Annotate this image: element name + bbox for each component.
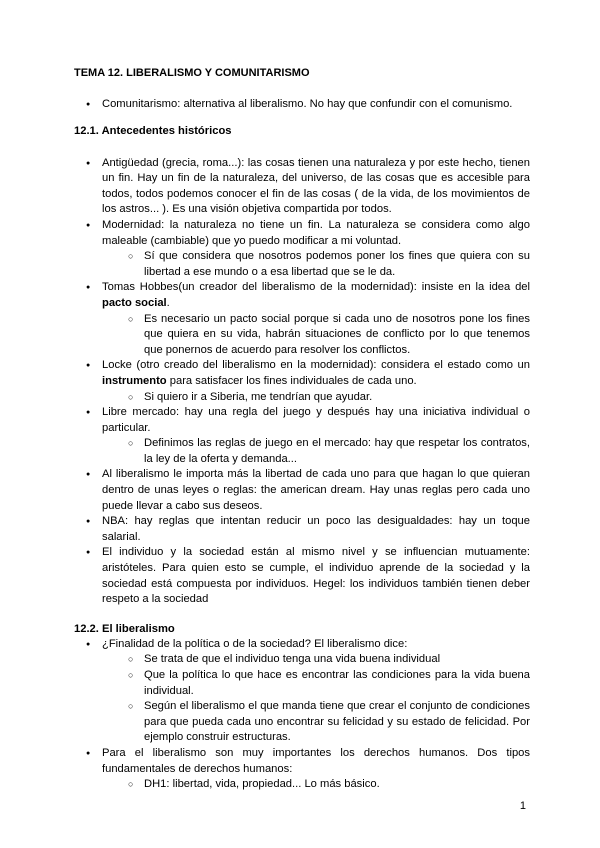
section-heading-antecedentes: 12.1. Antecedentes históricos [74, 124, 232, 137]
section-heading-liberalismo: 12.2. El liberalismo [74, 622, 175, 635]
sublist-item-vida-buena: ○ Se trata de que el individuo tenga una vida buena individual [74, 652, 530, 668]
list-item-antiguedad: ● Antigüedad (grecia, roma...): las cosas tienen una naturaleza y por este hecho, tienen un fin. Hay un fin de la naturaleza, del universo, de las cosas que es accesible para todos, todos podemos conocer el fin de las cosas ( de la vida, de los movimientos de los astros... ). Es una visión objetiva compartida por todos. [74, 156, 530, 218]
list-item-mercado: ● Libre mercado: hay una regla del juego y después hay una iniciativa individual o particular. [74, 405, 530, 436]
locke-end: para satisfacer los fines individuales de cada uno. [169, 374, 417, 387]
list-item-finalidad: ● ¿Finalidad de la política o de la sociedad? El liberalismo dice: [74, 637, 530, 653]
list-item-locke [74, 358, 530, 389]
intro-item: ● Comunitarismo: alternativa al liberalismo. No hay que confundir con el comunismo. [74, 97, 530, 113]
sublist-item-locke: ○ Si quiero ir a Siberia, me tendrían que ayudar. [74, 390, 530, 406]
pacto-social-bold: pacto social [102, 296, 167, 309]
sublist-item-dh1: ○ DH1: libertad, vida, propiedad... Lo más básico. [74, 777, 530, 793]
liberalismo-list [74, 637, 530, 793]
document-title: TEMA 12. LIBERALISMO Y COMUNITARISMO [74, 67, 310, 79]
hobbes-text: Tomas Hobbes(un creador del liberalismo de la modernidad): insiste en la idea del [102, 281, 530, 294]
instrumento-bold: instrumento [102, 374, 167, 387]
antecedentes-list [74, 156, 530, 608]
list-item-individuo: ● El individuo y la sociedad están al mismo nivel y se influencian mutuamente: aristóteles. Para quien esto se cumple, el individuo aprende de la sociedad y la sociedad está compuesta por individuos. Hegel: los individuos también tienen deber respeto a la sociedad [74, 545, 530, 607]
sublist-item-mercado: ○ Definimos las reglas de juego en el mercado: hay que respetar los contratos, la ley de la oferta y demanda... [74, 436, 530, 467]
sublist-item-hobbes: ○ Es necesario un pacto social porque si cada uno de nosotros pone los fines que quiera en su vida, habrán situaciones de conflicto por lo que tenemos que ponernos de acuerdo para resolver los conflictos. [74, 312, 530, 359]
list-item-hobbes [74, 280, 530, 311]
sublist-item-modernidad: ○ Sí que considera que nosotros podemos poner los fines que quiera con su libertad a ese mundo o a esa libertad que se le da. [74, 249, 530, 280]
sublist-item-condiciones: ○ Según el liberalismo el que manda tiene que crear el conjunto de condiciones para que pueda cada uno encontrar su felicidad y su estado de felicidad. Por ejemplo construir estructuras. [74, 699, 530, 746]
sublist-item-politica: ○ Que la política lo que hace es encontrar las condiciones para la vida buena individual. [74, 668, 530, 699]
document-page [74, 66, 530, 793]
intro-list [74, 97, 530, 113]
list-item-modernidad: ● Modernidad: la naturaleza no tiene un fin. La naturaleza se considera como algo maleable (cambiable) que yo puedo modificar a mi voluntad. [74, 218, 530, 249]
hobbes-end: . [166, 296, 170, 309]
list-item-nba: ● NBA: hay reglas que intentan reducir un poco las desigualdades: hay un toque salarial. [74, 514, 530, 545]
page-number: 1 [519, 800, 526, 812]
locke-text: Locke (otro creado del liberalismo en la modernidad): considera el estado como un [102, 359, 530, 372]
list-item-liberalismo: ● Al liberalismo le importa más la libertad de cada uno para que hagan lo que quieran dentro de unas leyes o reglas: the american dream. Hay unas reglas pero cada uno puede llevar a cabo sus deseos. [74, 467, 530, 514]
list-item-derechos: ● Para el liberalismo son muy importantes los derechos humanos. Dos tipos fundamentales de derechos humanos: [74, 746, 530, 777]
